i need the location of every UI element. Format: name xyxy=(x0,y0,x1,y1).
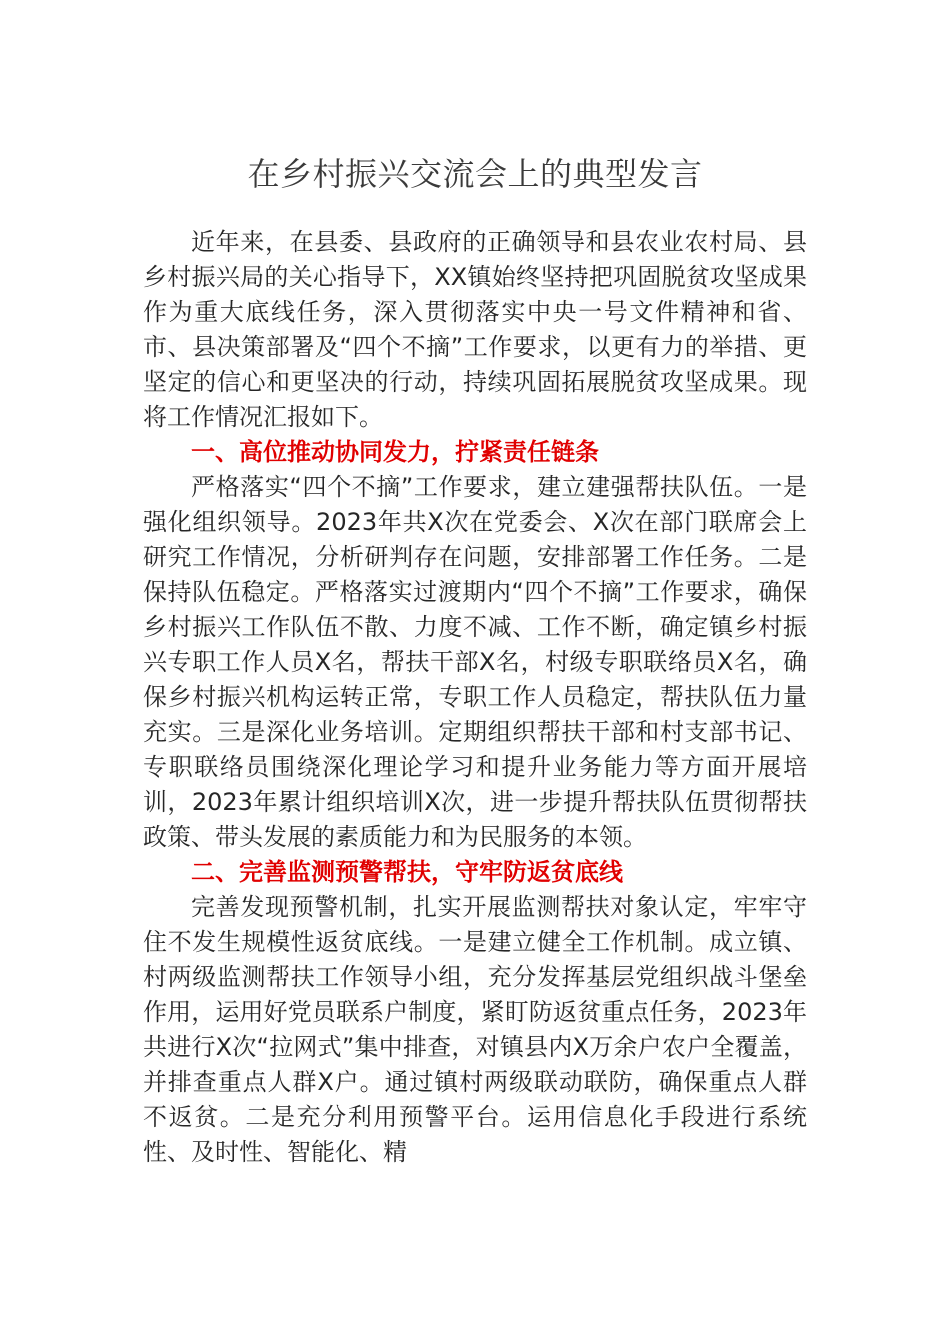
section-heading-1: 一、高位推动协同发力，拧紧责任链条 xyxy=(191,438,599,466)
intro-paragraph: 近年来，在县委、县政府的正确领导和县农业农村局、县乡村振兴局的关心指导下，XX镇始终坚持把巩固脱贫攻坚成果作为重大底线任务，深入贯彻落实中央一号文件精神和省、市、县决策部署及“四个不摘”工作要求，以更有力的举措、更坚定的信心和更坚决的行动，持续巩固拓展脱贫攻坚成果。现将工作情况汇报如下。 xyxy=(143,228,807,431)
section-paragraph-1: 严格落实“四个不摘”工作要求，建立建强帮扶队伍。一是强化组织领导。2023年共X次在党委会、X次在部门联席会上研究工作情况，分析研判存在问题，安排部署工作任务。二是保持队伍稳定。严格落实过渡期内“四个不摘”工作要求，确保乡村振兴工作队伍不散、力度不减、工作不断，确定镇乡村振兴专职工作人员X名，帮扶干部X名，村级专职联络员X名，确保乡村振兴机构运转正常，专职工作人员稳定，帮扶队伍力量充实。三是深化业务培训。定期组织帮扶干部和村支部书记、专职联络员围绕深化理论学习和提升业务能力等方面开展培训，2023年累计组织培训X次，进一步提升帮扶队伍贯彻帮扶政策、带头发展的素质能力和为民服务的本领。 xyxy=(143,473,807,851)
section-paragraph-2: 完善发现预警机制，扎实开展监测帮扶对象认定，牢牢守住不发生规模性返贫底线。一是建立健全工作机制。成立镇、村两级监测帮扶工作领导小组，充分发挥基层党组织战斗堡垒作用，运用好党员联系户制度，紧盯防返贫重点任务，2023年共进行X次“拉网式”集中排查，对镇县内X万余户农户全覆盖，并排查重点人群X户。通过镇村两级联动联防，确保重点人群不返贫。二是充分利用预警平台。运用信息化手段进行系统性、及时性、智能化、精 xyxy=(143,893,807,1166)
document-body xyxy=(143,225,807,1170)
document-title: 在乡村振兴交流会上的典型发言 xyxy=(247,155,703,193)
section-heading-2: 二、完善监测预警帮扶，守牢防返贫底线 xyxy=(191,858,623,886)
